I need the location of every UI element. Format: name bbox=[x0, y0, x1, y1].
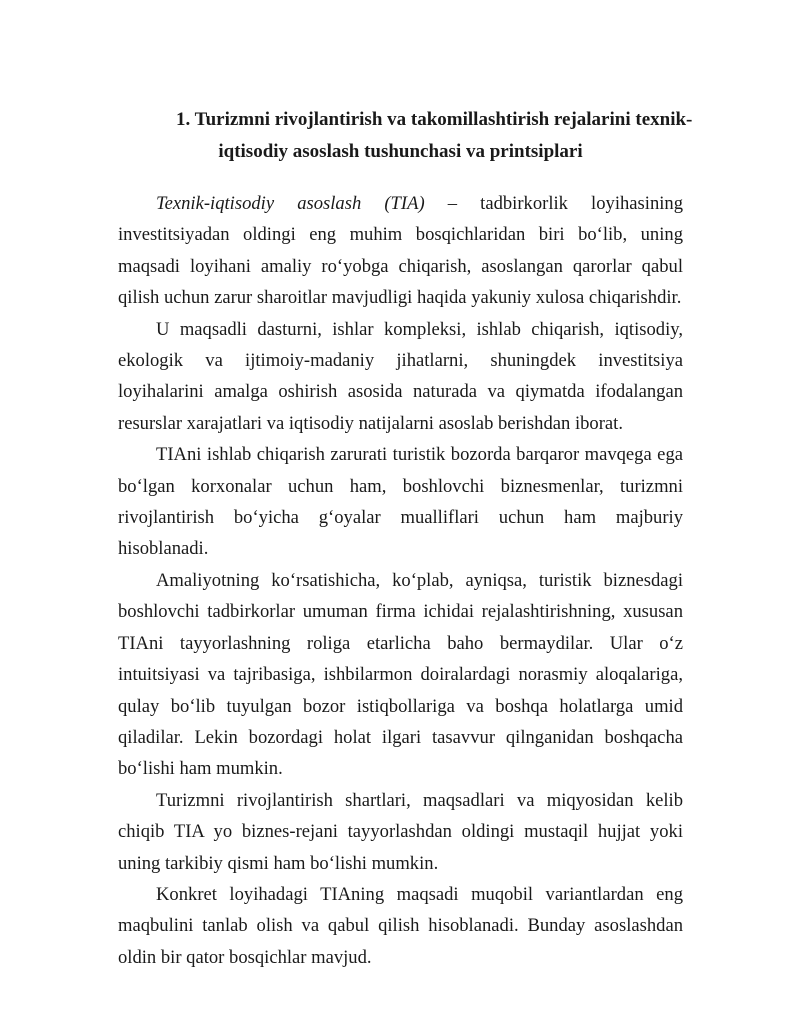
paragraph-tia-purpose: U maqsadli dasturni, ishlar kompleksi, ishlab chiqarish, iqtisodiy, ekologik va ijtimoiy-madaniy jihatlarni, shuningdek investitsiya loyihalarini amalga oshirish asosida naturada va qiymatda ifodalangan resurslar xarajatlari va iqtisodiy natijalarni asoslab berishdan iborat. bbox=[118, 318, 683, 434]
section-title-line-2: iqtisodiy asoslash tushunchasi va printsiplari bbox=[218, 141, 583, 162]
document-page bbox=[118, 104, 693, 973]
paragraph-conditions: Turizmni rivojlantirish shartlari, maqsadlari va miqyosidan kelib chiqib TIA yo biznes-rejani tayyorlashdan oldingi mustaqil hujjat yoki uning tarkibiy qismi ham bo‘lishi mumkin. bbox=[118, 789, 683, 874]
paragraph-tia-necessity: TIAni ishlab chiqarish zarurati turistik bozorda barqaror mavqega ega bo‘lgan korxonalar uchun ham, boshlovchi biznesmenlar, turizmni rivojlantirish bo‘yicha g‘oyalar mualliflari uchun ham majburiy hisoblanadi. bbox=[118, 444, 683, 560]
paragraph-tia-definition bbox=[118, 188, 683, 314]
section-title-line-1: 1. Turizmni rivojlantirish va takomillashtirish rejalarini texnik- bbox=[176, 109, 693, 130]
paragraph-text: – tadbirkorlik loyihasining investitsiyadan oldingi eng muhim bosqichlaridan biri bo‘lib, uning maqsadi loyihani amaliy ro‘yobga chiqarish, asoslangan qarorlar qabul qilish uchun zarur sharoitlar mavjudligi haqida yakuniy xulosa chiqarishdir. bbox=[118, 193, 683, 309]
paragraph-practice: Amaliyotning ko‘rsatishicha, ko‘plab, ayniqsa, turistik biznesdagi boshlovchi tadbirkorlar umuman firma ichidai rejalashtirishning, xususan TIAni tayyorlashning roliga etarlicha baho bermaydilar. Ular o‘z intuitsiyasi va tajribasiga, ishbilarmon doiralardagi norasmiy aloqalariga, qulay bo‘lib tuyulgan bozor istiqbollariga va boshqa holatlarga umid qiladilar. Lekin bozordagi holat ilgari tasavvur qilnganidan boshqacha bo‘lishi ham mumkin. bbox=[118, 569, 683, 780]
section-title bbox=[118, 104, 693, 168]
defined-term: Texnik-iqtisodiy asoslash (TIA) bbox=[156, 193, 425, 214]
paragraph-goal: Konkret loyihadagi TIAning maqsadi muqobil variantlardan eng maqbulini tanlab olish va qabul qilish hisoblanadi. Bunday asoslashdan oldin bir qator bosqichlar mavjud. bbox=[118, 883, 683, 968]
